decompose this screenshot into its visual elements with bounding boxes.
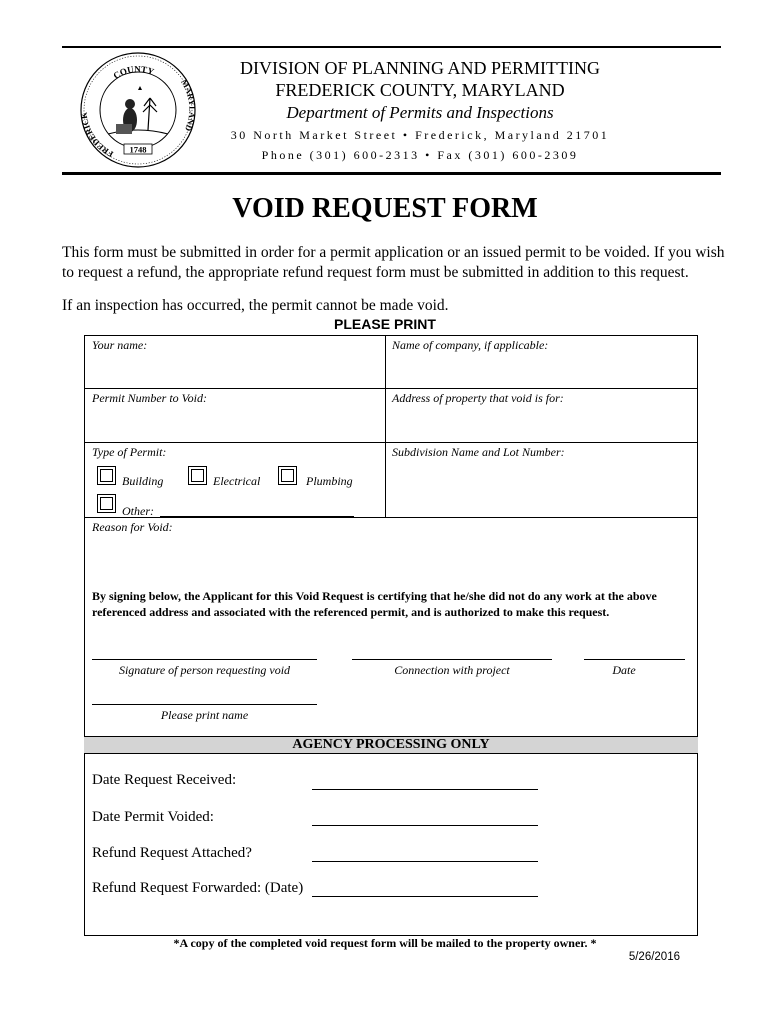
row-divider <box>84 388 698 389</box>
row-divider <box>84 517 698 518</box>
certification-statement: By signing below, the Applicant for this Void Request is certifying that he/she did not do any work at the above referenced address and associated with the referenced permit, and is authorized to make this request. <box>92 589 657 619</box>
agency-heading: AGENCY PROCESSING ONLY <box>292 737 490 752</box>
electrical-label: Electrical <box>213 474 261 488</box>
permit-number-field[interactable] <box>90 408 380 438</box>
print-name-label: Please print name <box>160 708 249 722</box>
refund-forwarded-label: Refund Request Forwarded: (Date) <box>92 880 304 896</box>
property-address-field[interactable] <box>390 408 692 438</box>
refund-attached-line[interactable] <box>312 861 538 862</box>
svg-text:COUNTY: COUNTY <box>111 63 156 81</box>
permit-type-label: Type of Permit: <box>92 445 167 459</box>
signature-line[interactable] <box>92 659 317 660</box>
svg-text:1748: 1748 <box>129 144 147 155</box>
reason-label: Reason for Void: <box>92 520 173 534</box>
date-received-label: Date Request Received: <box>92 772 237 788</box>
inspection-note: If an inspection has occurred, the permit cannot be made void. <box>62 297 449 314</box>
your-name-label: Your name: <box>92 338 148 352</box>
building-label: Building <box>122 474 164 488</box>
connection-line[interactable] <box>352 659 552 660</box>
header-bottom-rule <box>62 172 721 175</box>
revision-date: 5/26/2016 <box>628 951 680 963</box>
county-seal-logo <box>78 50 198 170</box>
reason-field[interactable] <box>90 538 690 578</box>
date-label: Date <box>612 663 636 677</box>
date-line[interactable] <box>584 659 685 660</box>
other-checkbox[interactable] <box>97 494 116 513</box>
column-divider <box>385 335 386 517</box>
office-contact: Phone (301) 600-2313 • Fax (301) 600-2309 <box>261 148 579 162</box>
refund-forwarded-line[interactable] <box>312 896 538 897</box>
electrical-checkbox[interactable] <box>188 466 207 485</box>
signature-label: Signature of person requesting void <box>118 663 291 677</box>
form-title: VOID REQUEST FORM <box>232 193 538 224</box>
office-address: 30 North Market Street • Frederick, Maryland 21701 <box>230 128 610 142</box>
refund-attached-label: Refund Request Attached? <box>92 845 252 861</box>
print-name-line[interactable] <box>92 704 317 705</box>
other-input-line[interactable] <box>160 516 354 517</box>
please-print-heading: PLEASE PRINT <box>334 316 436 332</box>
connection-label: Connection with project <box>394 663 510 677</box>
subdivision-label: Subdivision Name and Lot Number: <box>392 445 565 459</box>
other-label: Other: <box>122 504 154 518</box>
date-voided-label: Date Permit Voided: <box>92 809 214 825</box>
date-received-line[interactable] <box>312 789 538 790</box>
footer-note: *A copy of the completed void request form will be mailed to the property owner. * <box>173 936 597 950</box>
division-name: DIVISION OF PLANNING AND PERMITTING <box>240 58 600 78</box>
company-name-label: Name of company, if applicable: <box>392 338 549 352</box>
property-address-label: Address of property that void is for: <box>392 391 564 405</box>
row-divider <box>84 442 698 443</box>
department-name: Department of Permits and Inspections <box>286 103 554 122</box>
permit-number-label: Permit Number to Void: <box>92 391 207 405</box>
county-name: FREDERICK COUNTY, MARYLAND <box>275 80 565 100</box>
date-voided-line[interactable] <box>312 825 538 826</box>
intro-paragraph: This form must be submitted in order for a permit application or an issued permit to be voided. If you wish to request a refund, the appropriate refund request form must be submitted in addition to this request. <box>62 244 725 281</box>
company-name-field[interactable] <box>390 356 692 384</box>
your-name-field[interactable] <box>90 356 380 384</box>
svg-text:FREDERICK: FREDERICK <box>78 111 115 160</box>
subdivision-field[interactable] <box>390 462 692 512</box>
plumbing-label: Plumbing <box>306 474 353 488</box>
header-top-rule <box>62 46 721 48</box>
plumbing-checkbox[interactable] <box>278 466 297 485</box>
building-checkbox[interactable] <box>97 466 116 485</box>
svg-text:MARYLAND: MARYLAND <box>179 77 198 133</box>
